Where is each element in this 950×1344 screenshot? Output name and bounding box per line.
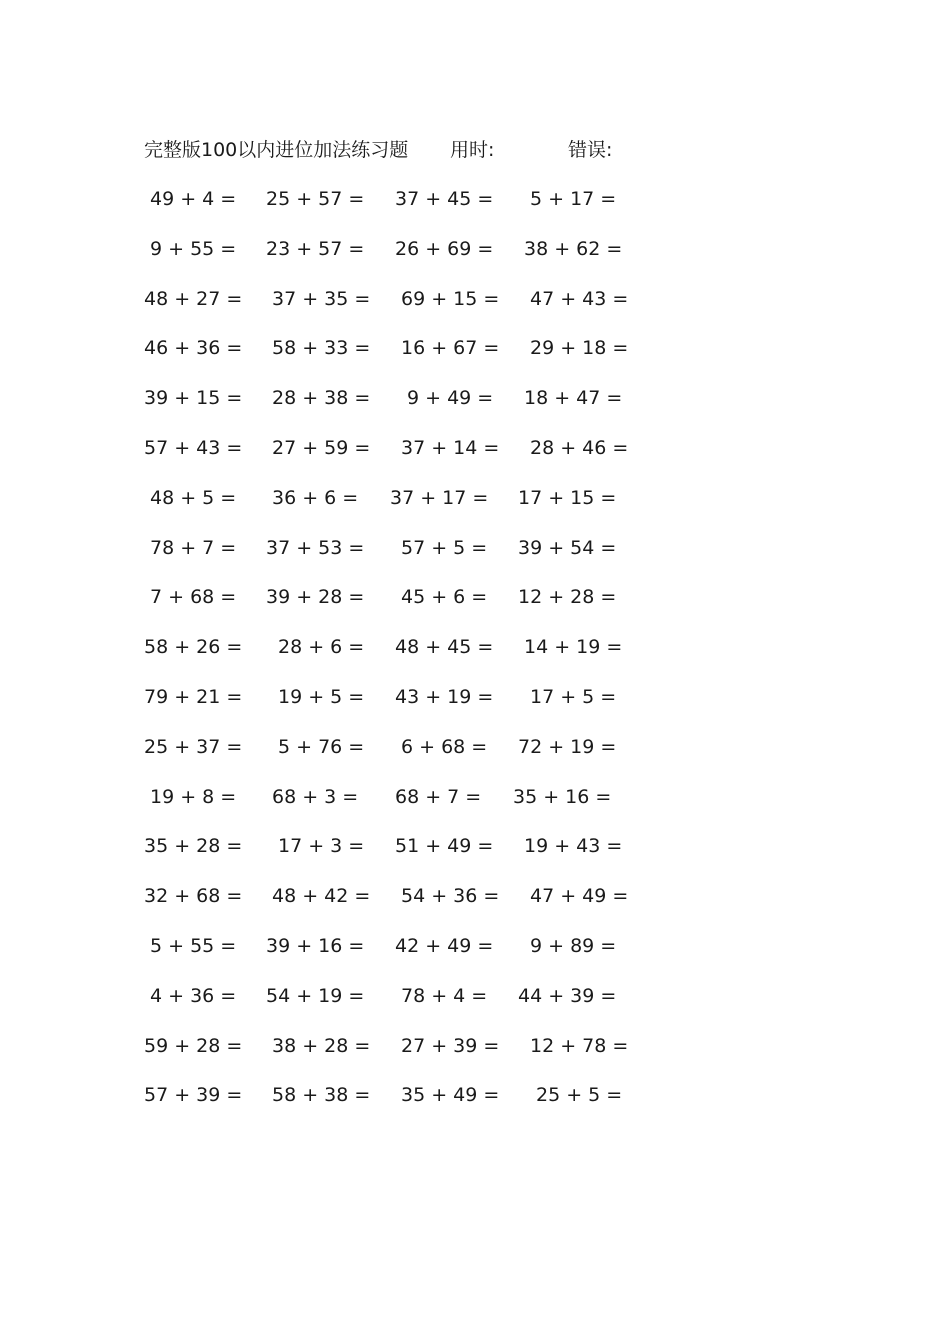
problem-item: 35 + 28 =: [144, 835, 243, 858]
problem-item: 19 + 5 =: [278, 685, 365, 708]
problem-row: [144, 382, 644, 432]
problem-row: [144, 880, 644, 930]
problem-row: [144, 532, 644, 582]
problem-item: 57 + 43 =: [144, 436, 243, 459]
time-label: 用时:: [450, 139, 495, 161]
problem-row: [144, 930, 644, 980]
problem-item: 35 + 16 =: [513, 785, 612, 808]
problem-item: 18 + 47 =: [524, 387, 623, 410]
problem-item: 47 + 43 =: [530, 287, 629, 310]
problem-item: 14 + 19 =: [524, 636, 623, 659]
problem-item: 9 + 89 =: [530, 934, 617, 957]
problem-item: 48 + 27 =: [144, 287, 243, 310]
problem-item: 29 + 18 =: [530, 337, 629, 360]
problem-item: 5 + 17 =: [530, 188, 617, 210]
problem-item: 6 + 68 =: [401, 735, 488, 758]
problem-grid: [144, 183, 644, 1129]
problem-item: 37 + 14 =: [401, 436, 500, 459]
problem-item: 12 + 28 =: [518, 586, 617, 609]
problem-row: [144, 731, 644, 781]
problem-item: 25 + 5 =: [536, 1084, 623, 1107]
problem-item: 5 + 76 =: [278, 735, 365, 758]
problem-item: 23 + 57 =: [266, 237, 365, 260]
problem-row: [144, 581, 644, 631]
problem-item: 9 + 49 =: [407, 387, 494, 410]
problem-item: 47 + 49 =: [530, 885, 629, 908]
problem-item: 58 + 38 =: [272, 1084, 371, 1107]
problem-item: 25 + 57 =: [266, 188, 365, 210]
problem-row: [144, 830, 644, 880]
problem-item: 72 + 19 =: [518, 735, 617, 758]
problem-item: 36 + 6 =: [272, 486, 359, 509]
problem-item: 54 + 19 =: [266, 984, 365, 1007]
problem-item: 27 + 59 =: [272, 436, 371, 459]
problem-row: [144, 233, 644, 283]
problem-row: [144, 631, 644, 681]
problem-item: 39 + 54 =: [518, 536, 617, 559]
problem-item: 17 + 5 =: [530, 685, 617, 708]
problem-item: 78 + 4 =: [401, 984, 488, 1007]
problem-item: 48 + 45 =: [395, 636, 494, 659]
problem-item: 57 + 5 =: [401, 536, 488, 559]
problem-item: 58 + 26 =: [144, 636, 243, 659]
problem-item: 16 + 67 =: [401, 337, 500, 360]
problem-row: [144, 283, 644, 333]
problem-row: [144, 482, 644, 532]
problem-item: 59 + 28 =: [144, 1034, 243, 1057]
problem-item: 17 + 15 =: [518, 486, 617, 509]
problem-item: 19 + 43 =: [524, 835, 623, 858]
problem-item: 37 + 53 =: [266, 536, 365, 559]
problem-row: [144, 1079, 644, 1129]
problem-row: [144, 781, 644, 831]
problem-item: 25 + 37 =: [144, 735, 243, 758]
problem-item: 19 + 8 =: [150, 785, 237, 808]
worksheet-title: 完整版100以内进位加法练习题: [144, 139, 409, 161]
problem-item: 39 + 15 =: [144, 387, 243, 410]
problem-item: 48 + 42 =: [272, 885, 371, 908]
problem-item: 68 + 7 =: [395, 785, 482, 808]
problem-row: [144, 681, 644, 731]
problem-item: 37 + 17 =: [390, 486, 489, 509]
problem-item: 39 + 28 =: [266, 586, 365, 609]
problem-item: 46 + 36 =: [144, 337, 243, 360]
problem-item: 28 + 6 =: [278, 636, 365, 659]
problem-row: [144, 980, 644, 1030]
problem-item: 27 + 39 =: [401, 1034, 500, 1057]
errors-label: 错误:: [568, 139, 613, 161]
problem-item: 12 + 78 =: [530, 1034, 629, 1057]
problem-item: 49 + 4 =: [150, 188, 237, 210]
problem-item: 38 + 62 =: [524, 237, 623, 260]
problem-row: [144, 332, 644, 382]
problem-item: 39 + 16 =: [266, 934, 365, 957]
problem-item: 37 + 45 =: [395, 188, 494, 210]
problem-item: 54 + 36 =: [401, 885, 500, 908]
problem-item: 79 + 21 =: [144, 685, 243, 708]
problem-item: 58 + 33 =: [272, 337, 371, 360]
problem-item: 68 + 3 =: [272, 785, 359, 808]
problem-item: 51 + 49 =: [395, 835, 494, 858]
problem-row: [144, 183, 644, 233]
problem-item: 42 + 49 =: [395, 934, 494, 957]
problem-item: 35 + 49 =: [401, 1084, 500, 1107]
problem-row: [144, 432, 644, 482]
problem-item: 5 + 55 =: [150, 934, 237, 957]
problem-item: 32 + 68 =: [144, 885, 243, 908]
problem-item: 78 + 7 =: [150, 536, 237, 559]
problem-item: 48 + 5 =: [150, 486, 237, 509]
problem-item: 28 + 46 =: [530, 436, 629, 459]
problem-item: 43 + 19 =: [395, 685, 494, 708]
problem-item: 7 + 68 =: [150, 586, 237, 609]
problem-item: 28 + 38 =: [272, 387, 371, 410]
problem-item: 45 + 6 =: [401, 586, 488, 609]
problem-item: 57 + 39 =: [144, 1084, 243, 1107]
problem-item: 37 + 35 =: [272, 287, 371, 310]
problem-item: 69 + 15 =: [401, 287, 500, 310]
problem-item: 26 + 69 =: [395, 237, 494, 260]
problem-item: 9 + 55 =: [150, 237, 237, 260]
problem-item: 17 + 3 =: [278, 835, 365, 858]
problem-item: 38 + 28 =: [272, 1034, 371, 1057]
problem-row: [144, 1030, 644, 1080]
problem-item: 4 + 36 =: [150, 984, 237, 1007]
problem-item: 44 + 39 =: [518, 984, 617, 1007]
